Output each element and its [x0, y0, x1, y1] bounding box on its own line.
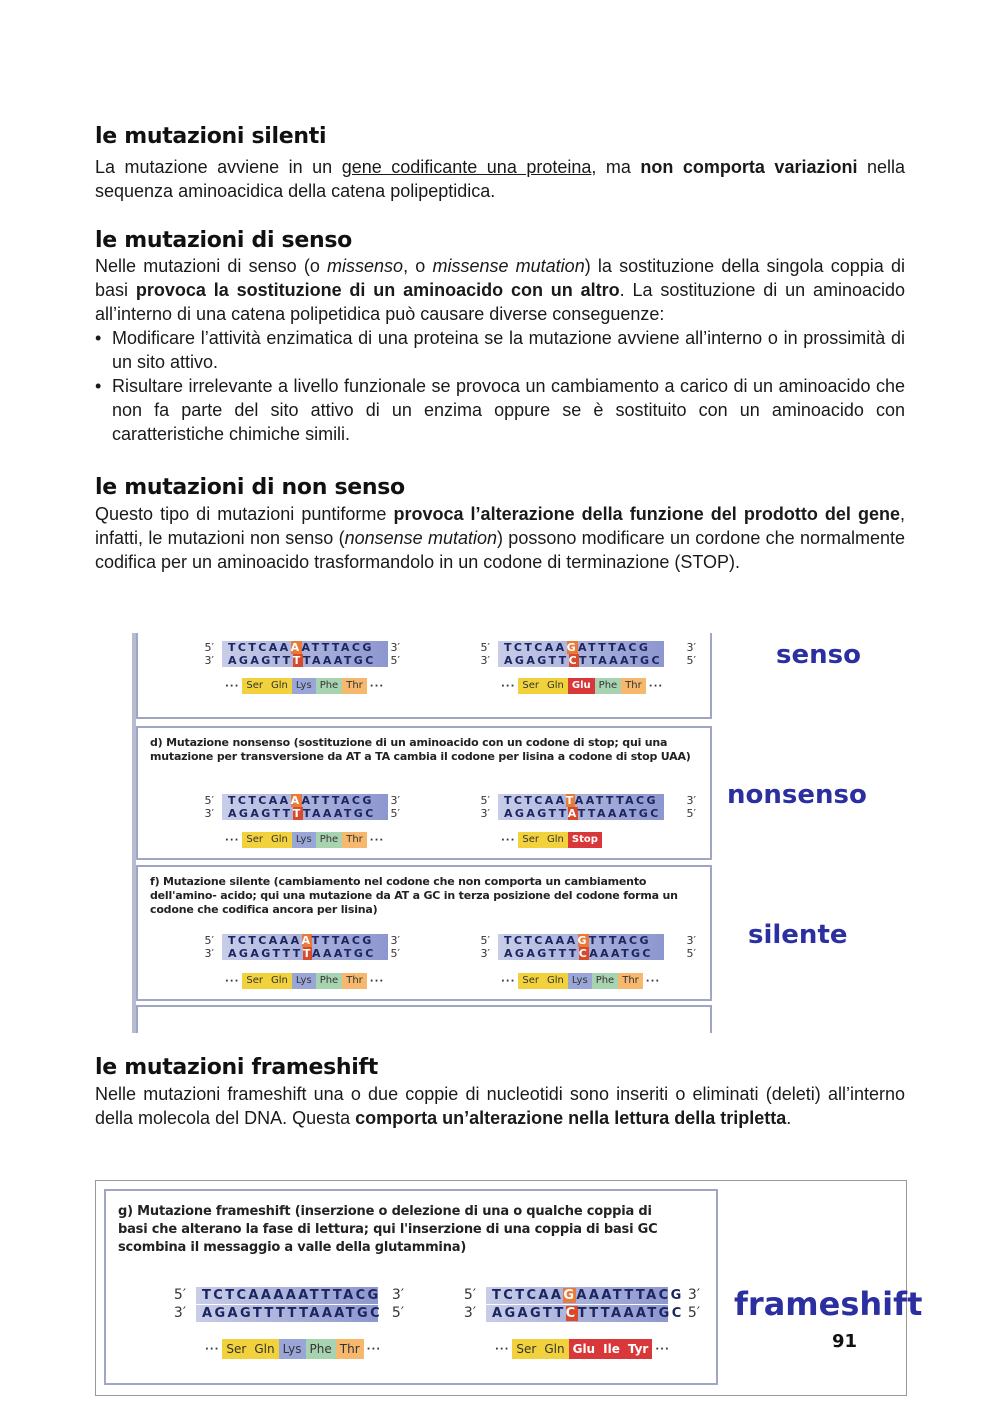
bullet-item: • Modificare l’attività enzimatica di una proteina se la mutazione avviene all’interno o in prossimità di un sito attivo.: [95, 328, 905, 372]
link-gene-codificante: gene codificante una proteina: [341, 157, 592, 177]
peptide-mutant: ··· Ser Gln Stop: [498, 832, 602, 848]
label-frameshift: frameshift: [734, 1285, 923, 1323]
heading-mutazioni-senso: le mutazioni di senso: [95, 228, 352, 253]
heading-mutazioni-frameshift: le mutazioni frameshift: [95, 1055, 378, 1080]
paragraph-frameshift: Nelle mutazioni frameshift una o due coppie di nucleotidi sono inseriti o eliminati (deleti) all’interno della molecola del DNA. Questa comporta un’alterazione nella lettura della tripletta.: [95, 1084, 905, 1128]
peptide-wildtype: ··· Ser Gln Lys Phe Thr ···: [202, 1339, 384, 1359]
paragraph-silenti: La mutazione avviene in un gene codificante una proteina, ma non comporta variazioni nella sequenza aminoacidica della catena polipeptidica.: [95, 157, 906, 201]
heading-mutazioni-silenti: le mutazioni silenti: [95, 124, 327, 149]
peptide-mutant: ··· Ser Gln Glu Phe Thr ···: [498, 678, 666, 694]
paragraph-nonsenso: Questo tipo di mutazioni puntiforme provoca l’alterazione della funzione del prodotto del gene, infatti, le mutazioni non senso (nonsense mutation) possono modificare un cordone che normalmente codifica per un aminoacido trasformandolo in un codone di terminazione (STOP).: [95, 504, 905, 572]
peptide-wildtype: ··· Ser Gln Lys Phe Thr ···: [222, 832, 387, 848]
page-number: 91: [832, 1331, 858, 1352]
frameshift-figure: [95, 1180, 923, 1396]
peptide-mutant: ··· Ser Gln Lys Phe Thr ···: [498, 973, 663, 989]
panel-partial: [136, 1005, 712, 1033]
label-silente: silente: [748, 920, 848, 950]
panel-frameshift: g) Mutazione frameshift (inserzione o delezione di una o qualche coppia di basi che alterano la fase di lettura; qui l'inserzione di una coppia di basi GC scombina il messaggio a valle della glutammina) 5′ 3′ TCTCAAAAATTTACG AGAGTTTTTAAATGC 3′ 5′ ··· Ser Gln Lys Phe Thr ··· 5′ 3′ TCTCAAGAAATTTACG AGAGTTCTTTAAATGC 3′ 5′ ··· Ser Gln Glu Ile Tyr ···: [104, 1189, 718, 1385]
panel-silente: f) Mutazione silente (cambiamento nel codone che non comporta un cambiamento dell'amino- acido; qui una mutazione da AT a GC in terza posizione del codone forma un codone che codifica ancora per lisina) 5′ 3′ TCTCAAAATTTACG AGAGTTTTAAATGC 3′ 5′ ··· Ser Gln Lys Phe Thr ··· 5′ 3′ TCTCAAAGTTTACG AGAGTTTCAAATGC 3′ 5′ ··· Ser Gln Lys Phe Thr ···: [136, 865, 712, 1001]
panel-senso: 5′ 3′ TCTCAAAATTTACG AGAGTTTTAAATGC 3′ 5′ ··· Ser Gln Lys Phe Thr ··· 5′ 3′ TCTCAAGATTTACG AGAGTTCTTAAATGC 3′ 5′ ··· Ser Gln Glu Phe Thr ···: [136, 633, 712, 719]
label-nonsenso: nonsenso: [727, 780, 867, 810]
bullet-item: • Risultare irrelevante a livello funzionale se provoca un cambiamento a carico di un aminoacido che non fa parte del sito attivo di un enzima oppure se è sostituito con un aminoacido con caratteristiche chimiche simili.: [95, 376, 905, 444]
caption-nonsenso: d) Mutazione nonsenso (sostituzione di un aminoacido con un codone di stop; qui una mutazione per transversione da AT a TA cambia il codone per lisina a codone di stop UAA): [150, 736, 691, 763]
paragraph-senso: Nelle mutazioni di senso (o missenso, o missense mutation) la sostituzione della singola coppia di basi provoca la sostituzione di un aminoacido con un altro. La sostituzione di un aminoacido all’interno di una catena polipetidica può causare diverse conseguenze: • Modificare l’attività enzimatica di una proteina se la mutazione avviene all’interno o in prossimità di un sito attivo. • Risultare irrelevante a livello funzionale se provoca un cambiamento a carico di un aminoacido che non fa parte del sito attivo di un enzima oppure se è sostituito con un aminoacido con caratteristiche chimiche simili.: [95, 256, 906, 444]
heading-mutazioni-nonsenso: le mutazioni di non senso: [95, 475, 405, 500]
caption-frameshift: g) Mutazione frameshift (inserzione o delezione di una o qualche coppia di basi che alterano la fase di lettura; qui l'inserzione di una coppia di basi GC scombina il messaggio a valle della glutammina): [118, 1204, 658, 1255]
mutation-figure: [132, 633, 712, 1033]
peptide-wildtype: ··· Ser Gln Lys Phe Thr ···: [222, 678, 387, 694]
caption-silente: f) Mutazione silente (cambiamento nel codone che non comporta un cambiamento dell'amino- acido; qui una mutazione da AT a GC in terza posizione del codone forma un codone che codifica ancora per lisina): [150, 875, 678, 916]
label-senso: senso: [776, 640, 861, 670]
peptide-mutant: ··· Ser Gln Glu Ile Tyr ···: [492, 1339, 673, 1359]
panel-nonsenso: d) Mutazione nonsenso (sostituzione di un aminoacido con un codone di stop; qui una mutazione per transversione da AT a TA cambia il codone per lisina a codone di stop UAA) 5′ 3′ TCTCAAAATTTACG AGAGTTTTAAATGC 3′ 5′ ··· Ser Gln Lys Phe Thr ··· 5′ 3′ TCTCAATAATTTACG AGAGTTATTAAATGC 3′ 5′ ··· Ser Gln Stop: [136, 726, 712, 860]
peptide-wildtype: ··· Ser Gln Lys Phe Thr ···: [222, 973, 387, 989]
